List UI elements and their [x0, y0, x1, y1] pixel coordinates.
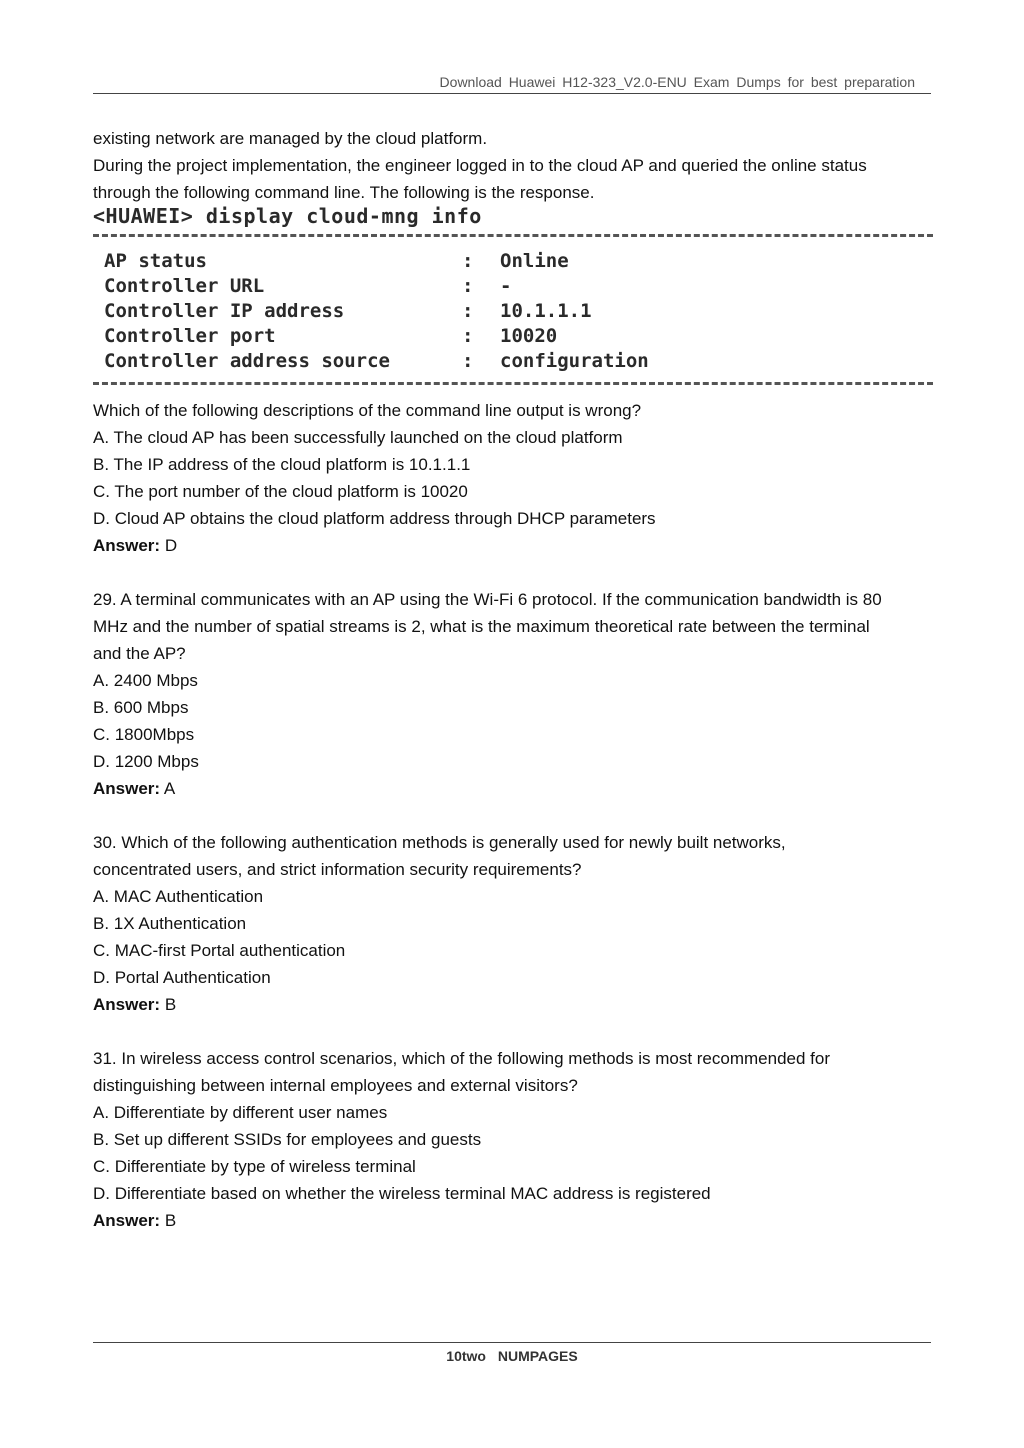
- answer-label: Answer:: [93, 779, 161, 798]
- terminal-value: configuration: [500, 350, 649, 372]
- terminal-key: Controller port: [104, 325, 276, 347]
- option-b: B. 600 Mbps: [93, 698, 189, 717]
- terminal-value: 10.1.1.1: [500, 300, 592, 322]
- terminal-key: Controller IP address: [104, 300, 345, 322]
- option-a: A. MAC Authentication: [93, 887, 264, 906]
- option-d: D. Cloud AP obtains the cloud platform address through DHCP parameters: [93, 509, 656, 528]
- answer-value: A: [163, 779, 176, 798]
- terminal-value: Online: [500, 250, 569, 272]
- option-a: A. Differentiate by different user names: [93, 1103, 388, 1122]
- answer-line: [93, 1207, 933, 1234]
- option-d: D. Differentiate based on whether the wireless terminal MAC address is registered: [93, 1184, 711, 1203]
- terminal-output-image: [93, 204, 933, 394]
- answer-label: Answer:: [93, 995, 161, 1014]
- answer-line: [93, 532, 933, 559]
- answer-label: Answer:: [93, 536, 161, 555]
- answer-value: D: [164, 536, 178, 555]
- answer-value: B: [164, 1211, 177, 1230]
- page-content: [93, 125, 933, 1234]
- option-c: C. 1800Mbps: [93, 725, 195, 744]
- terminal-key: Controller address source: [104, 350, 390, 372]
- answer-line: [93, 775, 933, 802]
- option-b: B. Set up different SSIDs for employees and guests: [93, 1130, 482, 1149]
- terminal-value: 10020: [500, 325, 558, 347]
- terminal-value: -: [500, 275, 512, 297]
- terminal-colon: :: [462, 300, 474, 322]
- terminal-key: Controller URL: [104, 275, 265, 297]
- intro-line: During the project implementation, the engineer logged in to the cloud AP and queried the online status: [93, 156, 867, 175]
- answer-label: Answer:: [93, 1211, 161, 1230]
- answer-value: B: [164, 995, 177, 1014]
- option-a: A. 2400 Mbps: [93, 671, 198, 690]
- question-text: 29. A terminal communicates with an AP using the Wi-Fi 6 protocol. If the communication bandwidth is 80: [93, 590, 882, 609]
- intro-line: existing network are managed by the cloud platform.: [93, 129, 488, 148]
- page-footer: [93, 1342, 931, 1364]
- question-text: 30. Which of the following authentication methods is generally used for newly built networks,: [93, 833, 786, 852]
- question-text: Which of the following descriptions of the command line output is wrong?: [93, 401, 642, 420]
- terminal-colon: :: [462, 325, 474, 347]
- option-c: C. MAC-first Portal authentication: [93, 941, 346, 960]
- footer-text: 10two NUMPAGES: [446, 1348, 578, 1364]
- question-text: MHz and the number of spatial streams is 2, what is the maximum theoretical rate between the terminal: [93, 617, 870, 636]
- terminal-divider: [93, 382, 933, 385]
- terminal-key: AP status: [104, 250, 207, 272]
- header-text: Download Huawei H12-323_V2.0-ENU Exam Dumps for best preparation: [439, 74, 915, 90]
- page-header: [93, 71, 931, 94]
- answer-line: [93, 991, 933, 1018]
- intro-line: through the following command line. The following is the response.: [93, 183, 595, 202]
- question-text: 31. In wireless access control scenarios, which of the following methods is most recommended for: [93, 1049, 830, 1068]
- terminal-colon: :: [462, 350, 474, 372]
- question-text: concentrated users, and strict information security requirements?: [93, 860, 582, 879]
- terminal-colon: :: [462, 275, 474, 297]
- option-c: C. Differentiate by type of wireless terminal: [93, 1157, 416, 1176]
- spacer: [93, 1018, 933, 1045]
- spacer: [93, 802, 933, 829]
- option-b: B. 1X Authentication: [93, 914, 247, 933]
- option-b: B. The IP address of the cloud platform is 10.1.1.1: [93, 455, 471, 474]
- terminal-colon: :: [462, 250, 474, 272]
- option-c: C. The port number of the cloud platform is 10020: [93, 482, 468, 501]
- option-a: A. The cloud AP has been successfully launched on the cloud platform: [93, 428, 623, 447]
- question-text: and the AP?: [93, 644, 186, 663]
- option-d: D. Portal Authentication: [93, 968, 271, 987]
- spacer: [93, 559, 933, 586]
- terminal-divider: [93, 234, 933, 237]
- question-text: distinguishing between internal employees and external visitors?: [93, 1076, 578, 1095]
- option-d: D. 1200 Mbps: [93, 752, 199, 771]
- terminal-command: <HUAWEI> display cloud-mng info: [93, 204, 482, 228]
